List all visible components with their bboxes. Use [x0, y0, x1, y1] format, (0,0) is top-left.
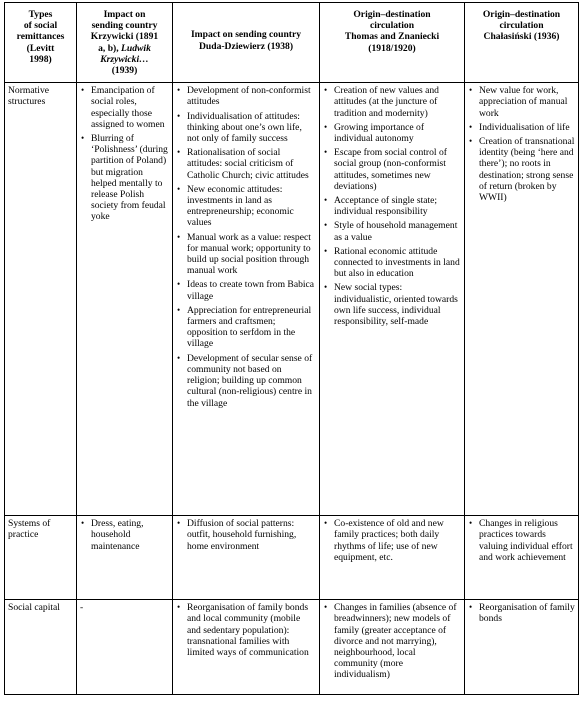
row-label: Normative structures — [8, 85, 50, 108]
list-item — [176, 147, 316, 181]
bullet-list — [323, 602, 461, 680]
bullet-icon: • — [469, 85, 473, 96]
row-label: Social capital — [8, 602, 60, 614]
bullet-icon: • — [177, 602, 181, 613]
header-types — [5, 3, 77, 83]
list-item — [323, 602, 461, 680]
table-cell — [77, 83, 173, 516]
list-item — [176, 232, 316, 277]
list-item — [80, 133, 169, 223]
list-item — [323, 220, 461, 242]
bullet-icon: • — [469, 602, 473, 613]
table-cell — [465, 516, 579, 600]
header-line: Krzywicki (1891 — [90, 31, 159, 43]
bullet-icon: • — [324, 220, 328, 231]
header-italic-name: Krzywicki… — [100, 53, 149, 65]
table-cell — [173, 83, 320, 516]
bullet-icon: • — [81, 85, 85, 96]
list-item-text: Acceptance of single state; individual responsibility — [334, 195, 438, 218]
bullet-icon: • — [81, 518, 85, 529]
header-line: 1998) — [29, 53, 52, 65]
list-item — [323, 122, 461, 144]
table-cell — [320, 83, 465, 516]
bullet-icon: • — [177, 110, 181, 121]
list-item-text: Growing importance of individual autonomy — [334, 121, 425, 145]
bullet-icon: • — [177, 518, 181, 529]
header-line-part: a, b), — [98, 42, 119, 54]
bullet-icon: • — [177, 85, 181, 96]
bullet-icon: • — [177, 231, 181, 242]
bullet-list — [468, 518, 575, 563]
list-item-text: Escape from social control of social group (non-conformist attitudes, sometimes new deviations) — [334, 147, 447, 192]
table-row — [5, 83, 579, 516]
bullet-icon: • — [324, 282, 328, 293]
bullet-icon: • — [324, 85, 328, 96]
row-label-cell — [5, 516, 77, 600]
bullet-list — [323, 518, 461, 563]
header-line — [80, 54, 169, 65]
empty-dash: - — [80, 602, 84, 614]
list-item — [176, 602, 316, 658]
list-item — [176, 305, 316, 350]
table-row — [5, 600, 579, 695]
list-item-text: Ideas to create town from Babica village — [187, 279, 315, 302]
list-item — [80, 85, 169, 130]
bullet-icon: • — [324, 602, 328, 613]
list-item — [176, 518, 316, 552]
list-item-text: Creation of transnational identity (being ‘here and there’); no roots in destination; strong sense of return (broken by WWII) — [479, 136, 575, 204]
bullet-icon: • — [81, 133, 85, 144]
list-item — [323, 85, 461, 119]
list-item-text: Creation of new values and attitudes (at the juncture of tradition and modernity) — [334, 85, 439, 119]
list-item-text: New value for work, appreciation of manual work — [479, 85, 568, 119]
bullet-icon: • — [324, 121, 328, 132]
bullet-list — [468, 602, 575, 624]
row-label-cell — [5, 600, 77, 695]
header-krzywicki — [77, 3, 173, 83]
row-label-cell — [5, 83, 77, 516]
header-line: Chałasiński (1936) — [483, 31, 560, 43]
list-item-text: Individualisation of life — [479, 121, 570, 133]
bullet-list — [80, 85, 169, 222]
bullet-list — [468, 85, 575, 203]
header-line: Duda-Dziewierz (1938) — [198, 40, 294, 52]
table-cell — [77, 516, 173, 600]
list-item — [176, 353, 316, 409]
header-line: of social — [23, 20, 58, 32]
bullet-icon: • — [324, 147, 328, 158]
header-line: Origin–destination — [482, 9, 561, 20]
table-cell — [173, 600, 320, 695]
header-line: Impact on sending country — [190, 29, 302, 41]
header-line: (1918/1920) — [368, 42, 416, 54]
list-item — [468, 602, 575, 624]
table-cell — [77, 600, 173, 695]
bullet-icon: • — [469, 121, 473, 132]
header-italic-name: Ludwik — [121, 42, 151, 54]
list-item — [176, 111, 316, 145]
bullet-icon: • — [469, 518, 473, 529]
list-item — [323, 518, 461, 563]
header-duda-dziewierz — [173, 3, 320, 83]
bullet-icon: • — [324, 195, 328, 206]
list-item-text: Development of non-conformist attitudes — [187, 85, 311, 108]
header-line: circulation — [369, 20, 415, 32]
list-item — [176, 184, 316, 229]
list-item-text: New social types: individualistic, oriented towards own life success, individual responsibility, self-made — [334, 282, 458, 328]
header-line — [80, 43, 169, 54]
list-item — [323, 246, 461, 280]
list-item — [468, 122, 575, 133]
list-item-text: Development of secular sense of community not based on religion; building up common cultural (non-religious) centre in the village — [187, 352, 313, 409]
list-item-text: Changes in families (absence of breadwinners); new models of family (greater acceptance of divorce and not marrying), neighbourhood, local community (more individualism) — [334, 602, 457, 681]
list-item — [323, 282, 461, 327]
bullet-icon: • — [177, 304, 181, 315]
bullet-icon: • — [469, 136, 473, 147]
list-item — [468, 85, 575, 119]
header-line: Types — [28, 9, 53, 20]
bullet-icon: • — [177, 279, 181, 290]
table-cell — [173, 516, 320, 600]
bullet-icon: • — [177, 183, 181, 194]
remittances-table — [4, 2, 579, 695]
list-item — [323, 195, 461, 217]
list-item-text: Changes in religious practices towards valuing individual effort and work achievement — [479, 518, 573, 563]
list-item-text: Reorganisation of family bonds — [479, 602, 575, 625]
bullet-icon: • — [177, 147, 181, 158]
header-line: (Levitt — [26, 42, 55, 54]
table-cell — [465, 83, 579, 516]
bullet-list — [176, 518, 316, 552]
list-item — [176, 279, 316, 301]
table-cell — [320, 516, 465, 600]
bullet-list — [323, 85, 461, 327]
table-cell — [320, 600, 465, 695]
bullet-icon: • — [324, 245, 328, 256]
header-row — [5, 3, 579, 83]
list-item-text: New economic attitudes: investments in land as entrepreneurship; economic values — [187, 183, 294, 229]
header-line: remittances — [16, 31, 65, 43]
list-item — [176, 85, 316, 107]
header-line: Origin–destination — [353, 9, 431, 20]
bullet-list — [176, 85, 316, 408]
list-item-text: Blurring of ‘Polishness’ (during partition of Poland) but migration helped mentally to release Polish society from feudal yoke — [91, 133, 168, 223]
header-thomas-znaniecki — [320, 3, 465, 83]
bullet-list — [80, 518, 169, 552]
header-line: sending country — [91, 20, 158, 32]
list-item-text: Co-existence of old and new family practices; both daily rhythms of life; use of new equipment, etc. — [334, 518, 444, 563]
bullet-list — [176, 602, 316, 658]
list-item-text: Rational economic attitude connected to investments in land but also in education — [334, 245, 460, 280]
list-item-text: Rationalisation of social attitudes: social criticism of Catholic Church; civic attitudes — [187, 147, 309, 181]
header-line: circulation — [499, 20, 544, 32]
table-row — [5, 516, 579, 600]
table-body — [5, 83, 579, 695]
list-item-text: Style of household management as a value — [334, 220, 458, 243]
list-item — [468, 136, 575, 203]
header-chalasinski — [465, 3, 579, 83]
header-line: (1939) — [111, 65, 138, 77]
list-item-text: Reorganisation of family bonds and local community (mobile and sedentary population): transnational families with limited ways of communication — [187, 602, 309, 659]
list-item-text: Dress, eating, household maintenance — [91, 518, 144, 552]
list-item — [323, 147, 461, 192]
list-item-text: Individualisation of attitudes: thinking about one’s own life, not only of family success — [187, 110, 302, 145]
table-cell — [465, 600, 579, 695]
header-line: Thomas and Znaniecki — [344, 31, 440, 43]
list-item — [80, 518, 169, 552]
header-line: Impact on — [103, 9, 146, 20]
list-item-text: Diffusion of social patterns: outfit, household furnishing, home environment — [187, 518, 297, 552]
list-item-text: Emancipation of social roles, especially those assigned to women — [91, 85, 165, 130]
bullet-icon: • — [177, 352, 181, 363]
list-item — [468, 518, 575, 563]
list-item-text: Manual work as a value: respect for manual work; opportunity to build up social position through manual work — [187, 231, 311, 277]
list-item-text: Appreciation for entrepreneurial farmers and craftsmen; opposition to serfdom in the village — [187, 304, 312, 350]
bullet-icon: • — [324, 518, 328, 529]
row-label: Systems of practice — [8, 518, 51, 541]
